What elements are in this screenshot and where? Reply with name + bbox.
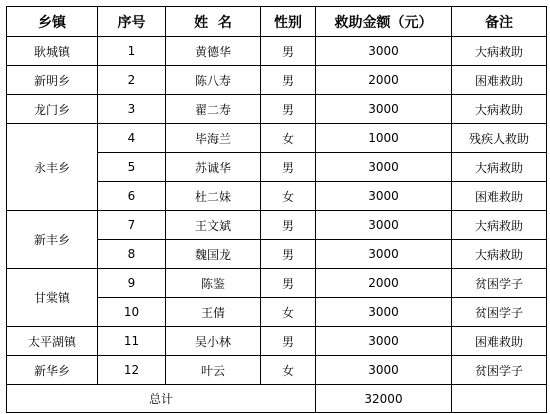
- amount-cell: 2000: [316, 269, 452, 298]
- header-township: 乡镇: [7, 7, 98, 37]
- header-name: 姓 名: [166, 7, 261, 37]
- total-remark: [452, 385, 547, 413]
- name-cell: 陈八寿: [166, 66, 261, 95]
- gender-cell: 女: [261, 298, 316, 327]
- township-cell: 新丰乡: [7, 211, 98, 269]
- township-cell: 永丰乡: [7, 124, 98, 211]
- amount-cell: 3000: [316, 240, 452, 269]
- amount-cell: 3000: [316, 95, 452, 124]
- serial-cell: 12: [98, 356, 166, 385]
- serial-cell: 3: [98, 95, 166, 124]
- gender-cell: 男: [261, 269, 316, 298]
- total-amount: 32000: [316, 385, 452, 413]
- township-cell: 太平湖镇: [7, 327, 98, 356]
- remark-cell: 残疾人救助: [452, 124, 547, 153]
- remark-cell: 大病救助: [452, 153, 547, 182]
- amount-cell: 2000: [316, 66, 452, 95]
- name-cell: 毕海兰: [166, 124, 261, 153]
- total-label: 总计: [7, 385, 316, 413]
- amount-cell: 3000: [316, 211, 452, 240]
- gender-cell: 男: [261, 37, 316, 66]
- gender-cell: 男: [261, 327, 316, 356]
- name-cell: 叶云: [166, 356, 261, 385]
- name-cell: 陈鉴: [166, 269, 261, 298]
- remark-cell: 大病救助: [452, 37, 547, 66]
- serial-cell: 2: [98, 66, 166, 95]
- table-row: [7, 211, 547, 240]
- remark-cell: 贫困学子: [452, 269, 547, 298]
- table-row: [7, 37, 547, 66]
- table-body: [7, 37, 547, 385]
- relief-table: [6, 6, 547, 413]
- gender-cell: 女: [261, 182, 316, 211]
- amount-cell: 3000: [316, 182, 452, 211]
- name-cell: 王文斌: [166, 211, 261, 240]
- name-cell: 吴小林: [166, 327, 261, 356]
- remark-cell: 大病救助: [452, 240, 547, 269]
- gender-cell: 男: [261, 153, 316, 182]
- table-row: [7, 327, 547, 356]
- remark-cell: 困难救助: [452, 66, 547, 95]
- remark-cell: 困难救助: [452, 182, 547, 211]
- township-cell: 龙门乡: [7, 95, 98, 124]
- township-cell: 新华乡: [7, 356, 98, 385]
- serial-cell: 8: [98, 240, 166, 269]
- table-row: [7, 124, 547, 153]
- name-cell: 黄德华: [166, 37, 261, 66]
- gender-cell: 男: [261, 240, 316, 269]
- name-cell: 杜二妹: [166, 182, 261, 211]
- amount-cell: 3000: [316, 327, 452, 356]
- table-row: [7, 356, 547, 385]
- amount-cell: 3000: [316, 153, 452, 182]
- serial-cell: 5: [98, 153, 166, 182]
- serial-cell: 10: [98, 298, 166, 327]
- table-row: [7, 66, 547, 95]
- township-cell: 新明乡: [7, 66, 98, 95]
- name-cell: 苏诚华: [166, 153, 261, 182]
- gender-cell: 男: [261, 66, 316, 95]
- header-serial: 序号: [98, 7, 166, 37]
- header-remark: 备注: [452, 7, 547, 37]
- table-row: [7, 269, 547, 298]
- remark-cell: 大病救助: [452, 95, 547, 124]
- gender-cell: 女: [261, 356, 316, 385]
- header-row: [7, 7, 547, 37]
- total-row: [7, 385, 547, 413]
- gender-cell: 女: [261, 124, 316, 153]
- amount-cell: 1000: [316, 124, 452, 153]
- serial-cell: 7: [98, 211, 166, 240]
- serial-cell: 1: [98, 37, 166, 66]
- township-cell: 耿城镇: [7, 37, 98, 66]
- remark-cell: 贫困学子: [452, 356, 547, 385]
- name-cell: 王倩: [166, 298, 261, 327]
- amount-cell: 3000: [316, 37, 452, 66]
- amount-cell: 3000: [316, 356, 452, 385]
- serial-cell: 9: [98, 269, 166, 298]
- township-cell: 甘棠镇: [7, 269, 98, 327]
- serial-cell: 4: [98, 124, 166, 153]
- amount-cell: 3000: [316, 298, 452, 327]
- header-amount: 救助金额（元）: [316, 7, 452, 37]
- remark-cell: 贫困学子: [452, 298, 547, 327]
- serial-cell: 6: [98, 182, 166, 211]
- name-cell: 翟二寿: [166, 95, 261, 124]
- gender-cell: 男: [261, 211, 316, 240]
- header-gender: 性别: [261, 7, 316, 37]
- table-row: [7, 95, 547, 124]
- remark-cell: 大病救助: [452, 211, 547, 240]
- name-cell: 魏国龙: [166, 240, 261, 269]
- gender-cell: 男: [261, 95, 316, 124]
- remark-cell: 困难救助: [452, 327, 547, 356]
- serial-cell: 11: [98, 327, 166, 356]
